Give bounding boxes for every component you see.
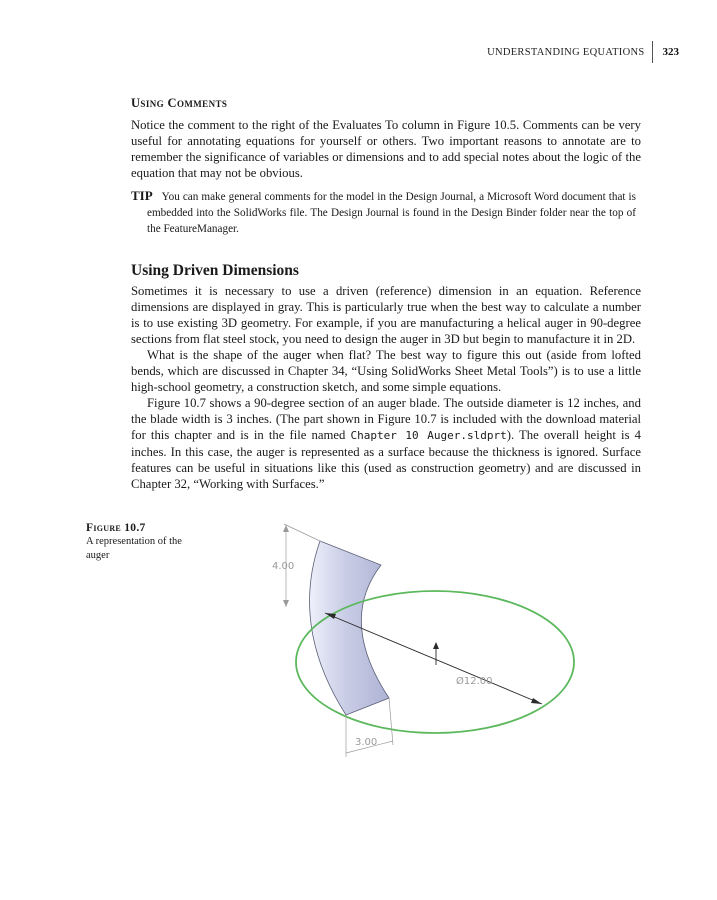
- figure-caption: [86, 521, 186, 563]
- figure-caption-text: A representation of the auger: [86, 536, 182, 561]
- driven-paragraph-3-part-b: ). The overall height is 4 inches. In this case, the auger is represented as a surface because the thickness is ignored. Surface features can be useful in situations like this (used as construction geometry) and are discussed in Chapter 32, “Working with Surfaces.”: [131, 428, 641, 491]
- comments-paragraph: Notice the comment to the right of the Evaluates To column in Figure 10.5. Comments can be very useful for annotating equations for yourself or others. Two important reasons to annotate are to remember the significance of variables or dimensions and to add special notes about the logic of the equation that may not be obvious.: [131, 118, 641, 180]
- tip-body: [131, 188, 636, 237]
- page-number: 323: [662, 46, 679, 58]
- auger-file-name: Chapter 10 Auger.sldprt: [350, 429, 507, 442]
- diameter-arrow-end: [531, 698, 542, 704]
- driven-paragraph-3: [131, 395, 641, 492]
- height-dimension-label: 4.00: [272, 561, 295, 572]
- running-head: [487, 41, 679, 63]
- driven-paragraph-3-part-a: Figure 10.7 shows a 90-degree section of an auger blade. The outside diameter is 12 inches, and the blade width is 3 inches. (The part shown in Figure 10.7 is included with the download material for this chapter and is in the file named: [131, 396, 641, 442]
- height-extension-top: [284, 524, 322, 542]
- width-dimension-label: 3.00: [355, 737, 378, 748]
- center-axis-arrow: [433, 642, 439, 649]
- diameter-dimension-label: Ø12.00: [456, 676, 493, 687]
- driven-dimensions-section: [131, 283, 641, 492]
- tip-box: [131, 188, 636, 237]
- tip-text: You can make general comments for the model in the Design Journal, a Microsoft Word document that is embedded into the SolidWorks file. The Design Journal is found in the Design Binder folder near the top of the FeatureManager.: [147, 191, 636, 235]
- section-heading-driven-dimensions: Using Driven Dimensions: [131, 262, 299, 279]
- height-arrow-bottom: [283, 600, 289, 607]
- tip-label: TIP: [131, 188, 153, 203]
- auger-figure: [250, 515, 590, 775]
- driven-paragraph-1: Sometimes it is necessary to use a driven (reference) dimension in an equation. Reference dimensions are displayed in gray. This is particularly true when the best way to calculate a number is to use existing 3D geometry. For example, if you are manufacturing a helical auger in 90-degree sections from flat steel stock, you need to design the auger in 3D but begin to manufacture it in 2D.: [131, 284, 641, 346]
- section-heading-comments: Using Comments: [131, 96, 228, 110]
- width-extension-right: [389, 698, 393, 745]
- running-head-title: UNDERSTANDING EQUATIONS: [487, 46, 645, 58]
- figure-label: Figure 10.7: [86, 522, 146, 534]
- comments-section: [131, 117, 641, 181]
- driven-paragraph-2: What is the shape of the auger when flat? The best way to figure this out (aside from lofted bends, which are discussed in Chapter 34, “Using SolidWorks Sheet Metal Tools”) is to use a little high-school geometry, a construction sketch, and some simple equations.: [131, 348, 641, 394]
- auger-surface: [310, 541, 389, 715]
